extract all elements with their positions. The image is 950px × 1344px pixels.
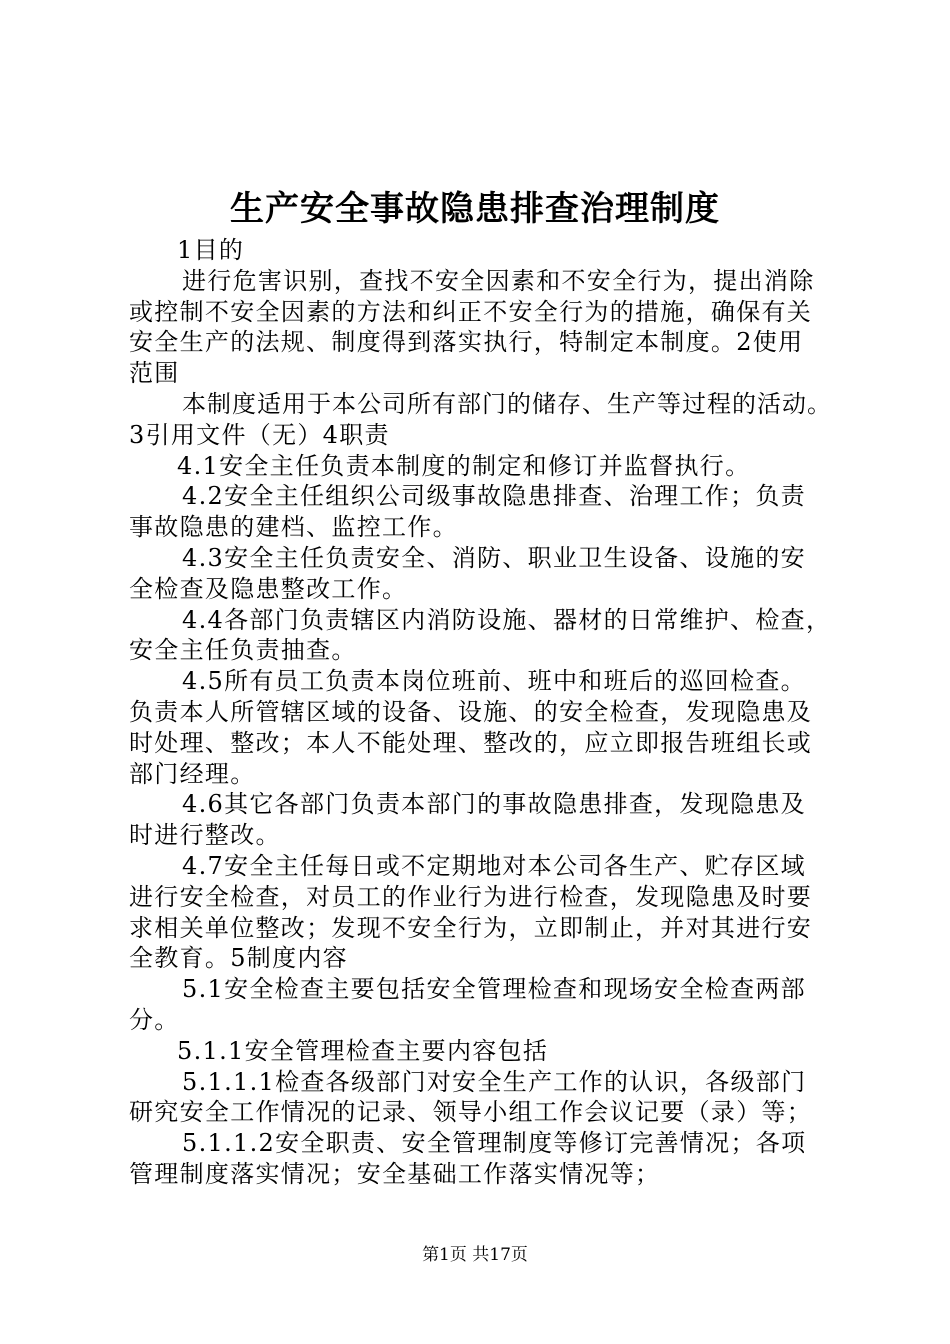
text-line: 4.6其它各部门负责本部门的事故隐患排查，发现隐患及	[182, 790, 806, 819]
text-line: 5.1.1.2安全职责、安全管理制度等修订完善情况；各项	[182, 1129, 807, 1158]
text-line: 时进行整改。	[129, 821, 281, 850]
text-line: 分。	[129, 1005, 180, 1034]
text-line: 4.7安全主任每日或不定期地对本公司各生产、贮存区域	[182, 851, 806, 880]
text-line: 全检查及隐患整改工作。	[129, 574, 408, 603]
text-line: 4.5所有员工负责本岗位班前、班中和班后的巡回检查。	[182, 667, 806, 696]
text-line: 范围	[129, 359, 180, 388]
text-line: 或控制不安全因素的方法和纠正不安全行为的措施，确保有关	[129, 297, 813, 326]
text-line: 4.4各部门负责辖区内消防设施、器材的日常维护、检查，	[182, 605, 832, 634]
text-line: 时处理、整改；本人不能处理、整改的，应立即报告班组长或	[129, 728, 813, 757]
text-line: 事故隐患的建档、监控工作。	[129, 513, 458, 542]
text-line: 进行危害识别，查找不安全因素和不安全行为，提出消除	[182, 266, 815, 295]
text-line: 本制度适用于本公司所有部门的储存、生产等过程的活动。	[182, 389, 832, 418]
text-line: 进行安全检查，对员工的作业行为进行检查，发现隐患及时要	[129, 882, 813, 911]
text-line: 5.1.1.1检查各级部门对安全生产工作的认识，各级部门	[182, 1067, 807, 1096]
text-line: 安全生产的法规、制度得到落实执行，特制定本制度。2使用	[129, 328, 804, 357]
text-line: 5.1.1安全管理检查主要内容包括	[177, 1036, 549, 1065]
text-line: 部门经理。	[129, 759, 256, 788]
text-line: 管理制度落实情况；安全基础工作落实情况等；	[129, 1159, 661, 1188]
text-line: 负责本人所管辖区域的设备、设施、的安全检查，发现隐患及	[129, 697, 813, 726]
text-line: 5.1安全检查主要包括安全管理检查和现场安全检查两部	[182, 975, 806, 1004]
text-line: 1目的	[177, 236, 245, 264]
text-line: 4.3安全主任负责安全、消防、职业卫生设备、设施的安	[182, 543, 806, 572]
document-title: 生产安全事故隐患排查治理制度	[230, 189, 720, 229]
text-line: 全教育。5制度内容	[129, 944, 348, 973]
text-line: 3引用文件（无）4职责	[129, 420, 390, 449]
text-line: 研究安全工作情况的记录、领导小组工作会议记要（录）等；	[129, 1098, 813, 1127]
text-line: 安全主任负责抽查。	[129, 636, 357, 665]
text-line: 求相关单位整改；发现不安全行为，立即制止，并对其进行安	[129, 913, 813, 942]
text-line: 4.1安全主任负责本制度的制定和修订并监督执行。	[177, 451, 751, 480]
page-footer: 第1页 共17页	[422, 1245, 528, 1265]
document-body	[129, 235, 834, 1190]
text-line: 4.2安全主任组织公司级事故隐患排查、治理工作；负责	[182, 482, 806, 511]
